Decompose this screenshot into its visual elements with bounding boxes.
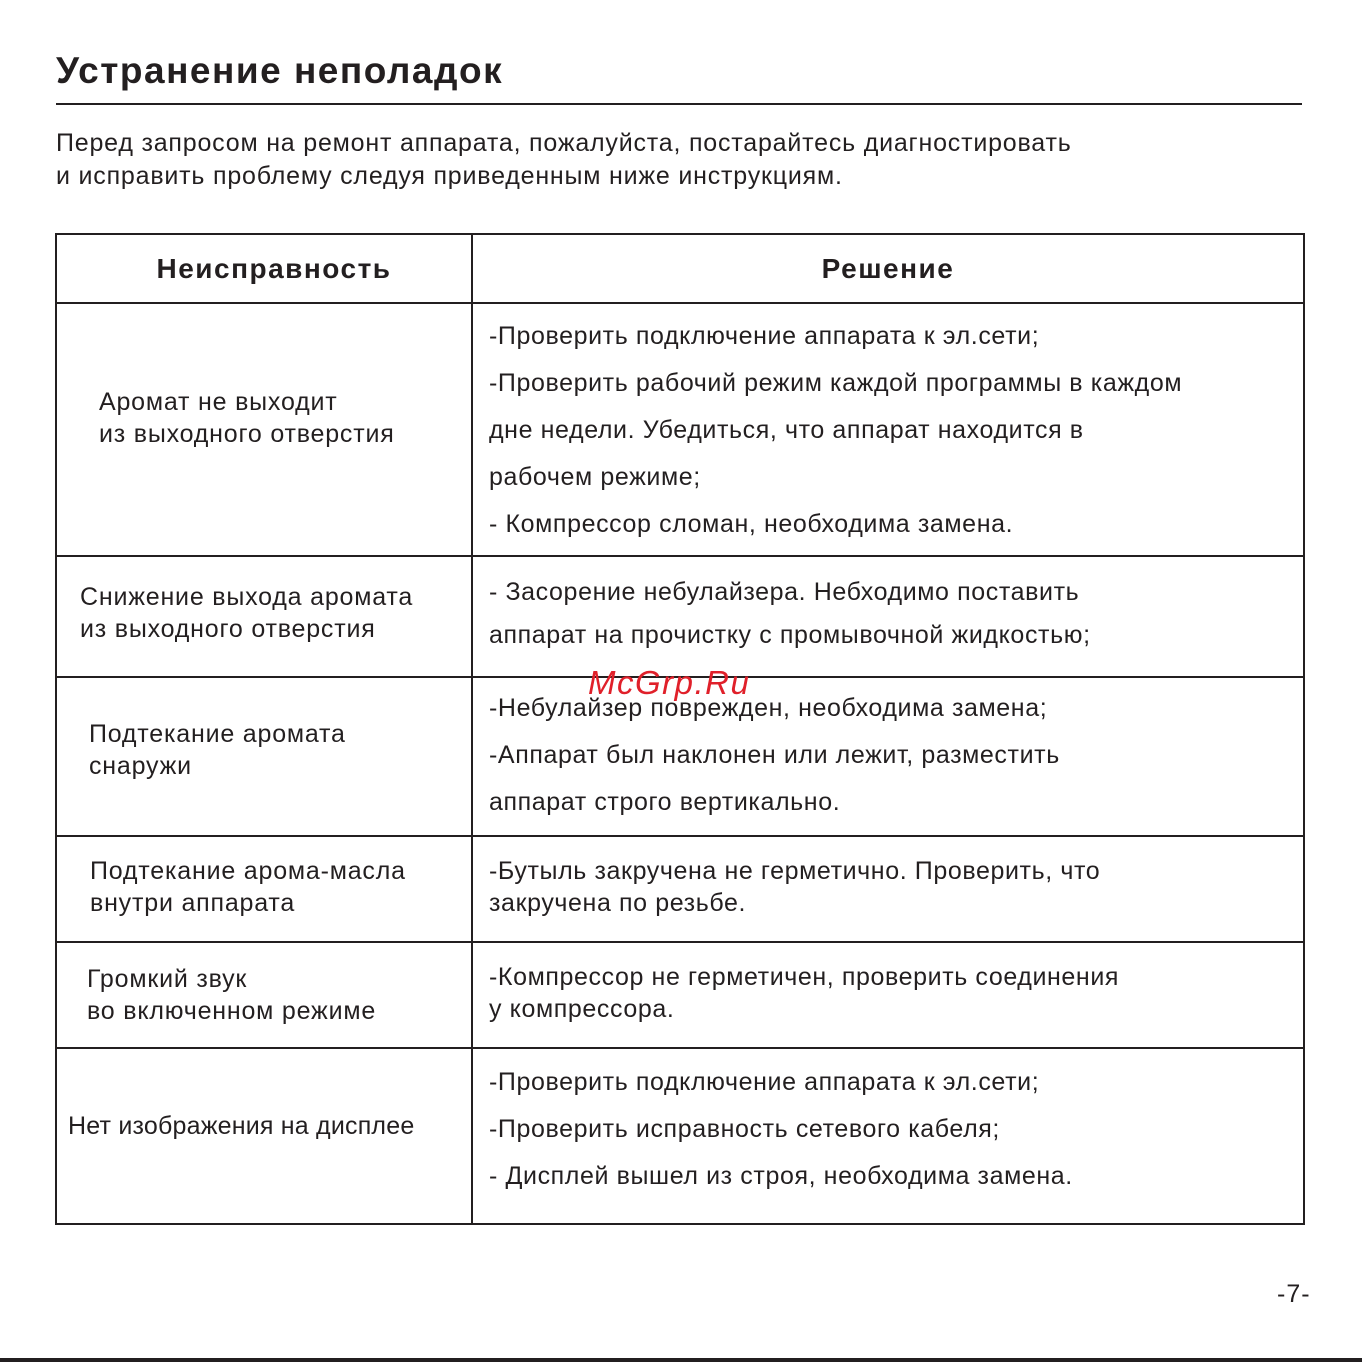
fault-text: внутри аппарата: [90, 889, 296, 917]
troubleshooting-table: [55, 233, 1305, 1225]
solution-text: аппарат строго вертикально.: [489, 788, 841, 816]
fault-text: Подтекание арома-масла: [90, 857, 406, 885]
solution-text: -Проверить подключение аппарата к эл.сети;: [489, 322, 1040, 350]
solution-text: у компрессора.: [489, 995, 675, 1023]
solution-cell: [472, 303, 1304, 556]
table-row: [56, 836, 1304, 942]
solution-text: -Аппарат был наклонен или лежит, разместить: [489, 741, 1060, 769]
page-number: -7-: [1277, 1280, 1311, 1308]
intro-line: и исправить проблему следуя приведенным ниже инструкциям.: [56, 162, 843, 190]
solution-cell: [472, 556, 1304, 677]
solution-cell: [472, 836, 1304, 942]
table-row: [56, 303, 1304, 556]
solution-text: -Компрессор не герметичен, проверить соединения: [489, 963, 1120, 991]
fault-text: во включенном режиме: [87, 997, 377, 1025]
fault-cell: [56, 677, 472, 836]
solution-text: закручена по резьбе.: [489, 889, 747, 917]
solution-text: -Бутыль закручена не герметично. Проверить, что: [489, 857, 1101, 885]
fault-text: снаружи: [89, 751, 192, 780]
solution-text: -Проверить подключение аппарата к эл.сети;: [489, 1067, 1040, 1096]
page-title: Устранение неполадок: [56, 50, 504, 91]
fault-text: из выходного отверстия: [80, 614, 376, 643]
fault-text: Громкий звук: [87, 965, 248, 993]
table-row: [56, 1048, 1304, 1224]
solution-text: -Небулайзер поврежден, необходима замена;: [489, 694, 1048, 722]
fault-cell: [56, 1048, 472, 1224]
solution-cell: [472, 1048, 1304, 1224]
fault-text: Аромат не выходит: [99, 387, 338, 416]
fault-text: Снижение выхода аромата: [80, 582, 414, 611]
table-row: [56, 556, 1304, 677]
solution-cell: [472, 942, 1304, 1048]
solution-text: рабочем режиме;: [489, 463, 701, 491]
table-header-row: [56, 234, 1304, 303]
solution-text: аппарат на прочистку с промывочной жидкостью;: [489, 620, 1091, 649]
intro-line: Перед запросом на ремонт аппарата, пожалуйста, постарайтесь диагностировать: [56, 129, 1072, 157]
solution-text: - Компрессор сломан, необходима замена.: [489, 510, 1014, 538]
fault-cell: [56, 303, 472, 556]
fault-cell: [56, 836, 472, 942]
fault-text: из выходного отверстия: [99, 419, 395, 448]
fault-cell: [56, 942, 472, 1048]
bottom-divider: [0, 1358, 1362, 1362]
solution-text: -Проверить исправность сетевого кабеля;: [489, 1114, 1000, 1143]
fault-text: Нет изображения на дисплее: [68, 1112, 415, 1140]
column-header-solution: Решение: [472, 234, 1304, 303]
solution-text: -Проверить рабочий режим каждой программы в каждом: [489, 369, 1183, 397]
solution-text: - Дисплей вышел из строя, необходима замена.: [489, 1161, 1073, 1190]
intro-paragraph: [56, 127, 1072, 193]
title-divider: [56, 103, 1302, 105]
solution-text: - Засорение небулайзера. Небходимо поставить: [489, 577, 1080, 606]
watermark-text: McGrp.Ru: [588, 664, 751, 701]
fault-text: Подтекание аромата: [89, 719, 346, 748]
fault-cell: [56, 556, 472, 677]
table-row: [56, 942, 1304, 1048]
solution-text: дне недели. Убедиться, что аппарат находится в: [489, 416, 1084, 444]
column-header-fault: Неисправность: [56, 234, 472, 303]
